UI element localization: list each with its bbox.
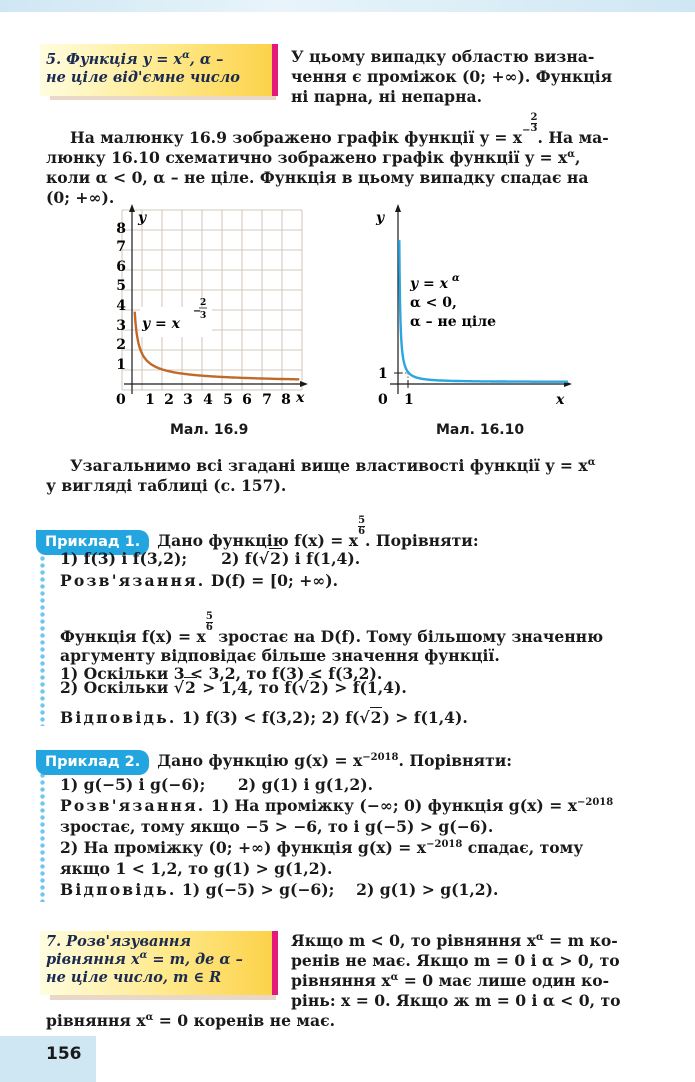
example-2-dots xyxy=(40,772,45,902)
svg-text:2: 2 xyxy=(116,337,126,353)
y-axis-arrow xyxy=(395,204,401,212)
svg-text:7: 7 xyxy=(116,239,126,255)
example-2: Приклад 2. Дано функцію $g(x) = x^{-2018}$. Порівняти: xyxy=(36,750,646,775)
figure-16-10-caption: Мал. 16.10 xyxy=(436,422,525,438)
y-axis-label: y xyxy=(376,210,385,226)
svg-text:8: 8 xyxy=(281,392,291,408)
figure-16-10-graph xyxy=(370,204,575,414)
curve-label-2: α < 0, xyxy=(410,295,457,311)
example-1-solution: Функція f(x) = x $\frac{5}{6}$ зростає на D(f). Тому більшому значенню аргументу відповідає більше значення функції. 1) Оскільки 3 < 3,2, то f(3) < f(3,2). xyxy=(60,611,604,683)
y-tick-labels xyxy=(116,221,126,373)
svg-text:1: 1 xyxy=(145,392,155,408)
curve-label-1: y = x xyxy=(410,276,448,292)
y-axis-label: y xyxy=(138,210,147,226)
example-1-body: 1) f(3) і f(3,2); 2) f(√2) і f(1,4). Розв'язання. D(f) = [0; +∞). xyxy=(60,549,361,590)
example-1-case-2: 2) Оскільки √2 > 1,4, то f(√2) > f(1,4). xyxy=(60,678,407,697)
svg-text:8: 8 xyxy=(116,221,126,237)
figure-16-9-graph xyxy=(104,204,310,414)
top-band xyxy=(0,0,695,12)
curve-label: y = x xyxy=(142,316,180,332)
svg-text:3: 3 xyxy=(200,311,207,321)
svg-text:6: 6 xyxy=(116,259,126,275)
section-7-heading: 7. Розв'язування рівняння $x^\alpha = m$, де α – не ціле число, m ∈ R xyxy=(40,931,278,995)
section-7-text-last: рівняння $x^\alpha = 0$ коренів не має. xyxy=(46,1011,336,1030)
svg-text:5: 5 xyxy=(223,392,233,408)
svg-text:−: − xyxy=(193,306,202,317)
svg-text:α: α xyxy=(452,273,460,284)
x-tick-labels xyxy=(145,392,291,408)
example-2-body: 1) g(−5) і g(−6); 2) g(1) і g(1,2). Розв'язання. 1) На проміжку (−∞; 0) функція $g(x) = x^{-2018}$ зростає, тому якщо −5 > −6, то і g(−5) > g(−6). 2) На проміжку (0; +∞) функція $g(x) = x^{-2018}$ спадає, тому якщо 1 < 1,2, то g(1) > g(1,2). Відповідь. 1) g(−5) > g(−6); 2) g(1) > g(1,2). xyxy=(60,775,614,899)
svg-text:3: 3 xyxy=(116,318,126,334)
svg-text:3: 3 xyxy=(183,392,193,408)
svg-text:7: 7 xyxy=(262,392,272,408)
section-5-text: У цьому випадку областю визна- чення є проміжок (0; +∞). Функція ні парна, ні непарна. xyxy=(291,47,613,106)
section-5-heading: 5. Функція $y = x^\alpha$, α – не ціле від'ємне число xyxy=(40,44,278,96)
x-axis-arrow xyxy=(300,381,308,387)
svg-text:5: 5 xyxy=(116,278,126,294)
svg-text:2: 2 xyxy=(200,298,207,308)
origin-label: 0 xyxy=(116,392,126,408)
example-2-badge: Приклад 2. xyxy=(36,750,149,775)
paragraph-summary: Узагальнимо всі згадані вище властивості функції $y = x^\alpha$ у вигляді таблиці (с. 157). xyxy=(46,456,596,495)
y-tick-1: 1 xyxy=(378,366,388,382)
svg-text:4: 4 xyxy=(203,392,213,408)
page-number-block xyxy=(0,1036,96,1082)
svg-text:2: 2 xyxy=(164,392,174,408)
figure-16-9-caption: Мал. 16.9 xyxy=(170,422,249,438)
example-1: Приклад 1. Дано функцію f(x) = x $\frac{5}{6}$ . Порівняти: xyxy=(36,516,646,555)
origin-label: 0 xyxy=(378,392,388,408)
y-axis-arrow xyxy=(129,204,135,212)
example-1-badge: Приклад 1. xyxy=(36,530,149,555)
svg-text:6: 6 xyxy=(242,392,252,408)
section-7-text: Якщо m < 0, то рівняння $x^\alpha = m$ ко- ренів не має. Якщо m = 0 і α > 0, то рівняння $x^\alpha = 0$ має лише один ко- рінь: x = 0. Якщо ж m = 0 і α < 0, то xyxy=(291,931,621,1010)
x-axis-label: x xyxy=(556,392,565,408)
example-1-dots xyxy=(40,548,45,726)
svg-text:1: 1 xyxy=(116,357,126,373)
x-axis-label: x xyxy=(296,390,305,406)
paragraph-figures-intro: На малюнку 16.9 зображено графік функції y = x − $\frac{2}{3}$ . На ма- люнку 16.10 схематично зображено графік функції $y = x^\alpha$, коли α < 0, α – не ціле. Функція в цьому випадку спадає на (0; +∞). xyxy=(46,112,609,207)
curve-label-3: α – не ціле xyxy=(410,314,496,330)
page-number: 156 xyxy=(46,1044,82,1064)
example-1-answer: Відповідь. 1) f(3) < f(3,2); 2) f(√2) > f(1,4). xyxy=(60,708,468,727)
svg-text:4: 4 xyxy=(116,298,126,314)
x-tick-1: 1 xyxy=(404,392,414,408)
